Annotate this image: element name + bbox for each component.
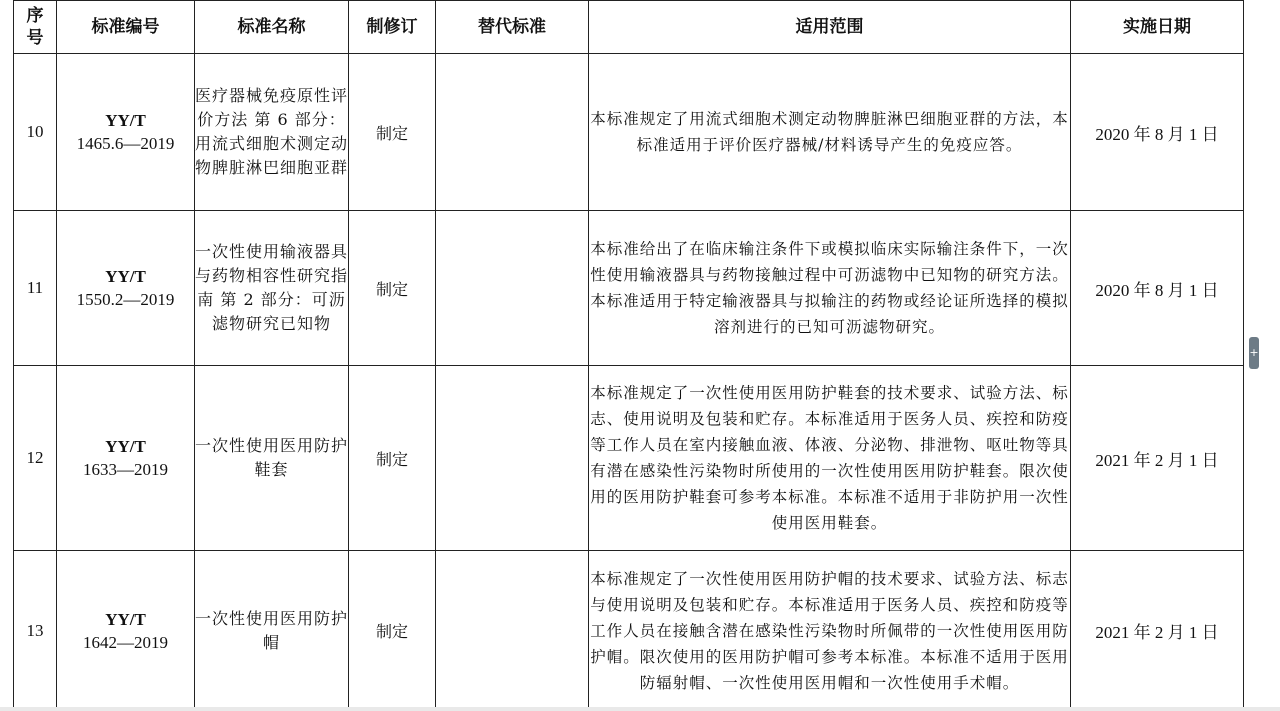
- row-date: 2020 年 8 月 1 日: [1071, 54, 1244, 211]
- row-seq: 10: [14, 54, 57, 211]
- header-name: 标准名称: [195, 1, 349, 54]
- header-code: 标准编号: [57, 1, 195, 54]
- header-seq: [14, 1, 57, 54]
- row-scope: 本标准规定了一次性使用医用防护帽的技术要求、试验方法、标志与使用说明及包装和贮存。本标准适用于医务人员、疾控和防疫等工作人员在接触含潜在感染性污染物时所佩带的一次性使用医用防护帽。限次使用的医用防护帽可参考本标准。本标准不适用于医用防辐射帽、一次性使用医用帽和一次性使用手术帽。: [589, 551, 1071, 711]
- row-code-prefix: YY/T: [105, 111, 146, 130]
- row-replace: [436, 54, 589, 211]
- row-replace: [436, 366, 589, 551]
- row-code: [57, 211, 195, 366]
- table-row: [14, 366, 1244, 551]
- row-code-prefix: YY/T: [105, 267, 146, 286]
- row-revision: 制定: [349, 54, 436, 211]
- row-replace: [436, 211, 589, 366]
- plus-icon: +: [1249, 346, 1259, 359]
- row-code-number: 1550.2—2019: [76, 290, 175, 309]
- row-date: 2020 年 8 月 1 日: [1071, 211, 1244, 366]
- header-scope: 适用范围: [589, 1, 1071, 54]
- row-name: 一次性使用医用防护鞋套: [195, 366, 349, 551]
- row-name: 医疗器械免疫原性评价方法 第 6 部分：用流式细胞术测定动物脾脏淋巴细胞亚群: [195, 54, 349, 211]
- row-revision: 制定: [349, 211, 436, 366]
- header-date: 实施日期: [1071, 1, 1244, 54]
- row-code: [57, 54, 195, 211]
- row-scope: 本标准给出了在临床输注条件下或模拟临床实际输注条件下，一次性使用输液器具与药物接触过程中可沥滤物中已知物的研究方法。本标准适用于特定输液器具与拟输注的药物或经论证所选择的模拟溶剂进行的已知可沥滤物研究。: [589, 211, 1071, 366]
- row-date: 2021 年 2 月 1 日: [1071, 366, 1244, 551]
- header-seq-line2: 号: [26, 28, 44, 48]
- row-revision: 制定: [349, 366, 436, 551]
- row-scope: 本标准规定了一次性使用医用防护鞋套的技术要求、试验方法、标志、使用说明及包装和贮存。本标准适用于医务人员、疾控和防疫等工作人员在室内接触血液、体液、分泌物、排泄物、呕吐物等具有潜在感染性污染物时所使用的一次性使用医用防护鞋套。限次使用的医用防护鞋套可参考本标准。本标准不适用于非防护用一次性使用医用鞋套。: [589, 366, 1071, 551]
- side-expand-tab[interactable]: [1249, 337, 1259, 369]
- row-code-number: 1642—2019: [83, 632, 168, 652]
- header-revision: 制修订: [349, 1, 436, 54]
- row-code-prefix: YY/T: [105, 437, 146, 456]
- row-revision: 制定: [349, 551, 436, 711]
- row-code: [57, 551, 195, 711]
- header-row: [14, 1, 1244, 54]
- table-row: [14, 211, 1244, 366]
- header-seq-line1: 序: [26, 6, 44, 26]
- table-row: [14, 551, 1244, 711]
- row-replace: [436, 551, 589, 711]
- row-code-number: 1633—2019: [83, 460, 168, 479]
- row-code-prefix: YY/T: [105, 609, 146, 629]
- row-name: 一次性使用输液器具与药物相容性研究指南 第 2 部分：可沥滤物研究已知物: [195, 211, 349, 366]
- bottom-scroll-edge: [0, 707, 1280, 711]
- standards-table: [13, 0, 1244, 711]
- row-seq: 11: [14, 211, 57, 366]
- row-name: 一次性使用医用防护帽: [195, 551, 349, 711]
- table-row: [14, 54, 1244, 211]
- row-scope: 本标准规定了用流式细胞术测定动物脾脏淋巴细胞亚群的方法，本标准适用于评价医疗器械/材料诱导产生的免疫应答。: [589, 54, 1071, 211]
- header-replace: 替代标准: [436, 1, 589, 54]
- row-date: 2021 年 2 月 1 日: [1071, 551, 1244, 711]
- row-code: [57, 366, 195, 551]
- row-seq: 12: [14, 366, 57, 551]
- row-seq: 13: [14, 551, 57, 711]
- row-code-number: 1465.6—2019: [76, 134, 175, 153]
